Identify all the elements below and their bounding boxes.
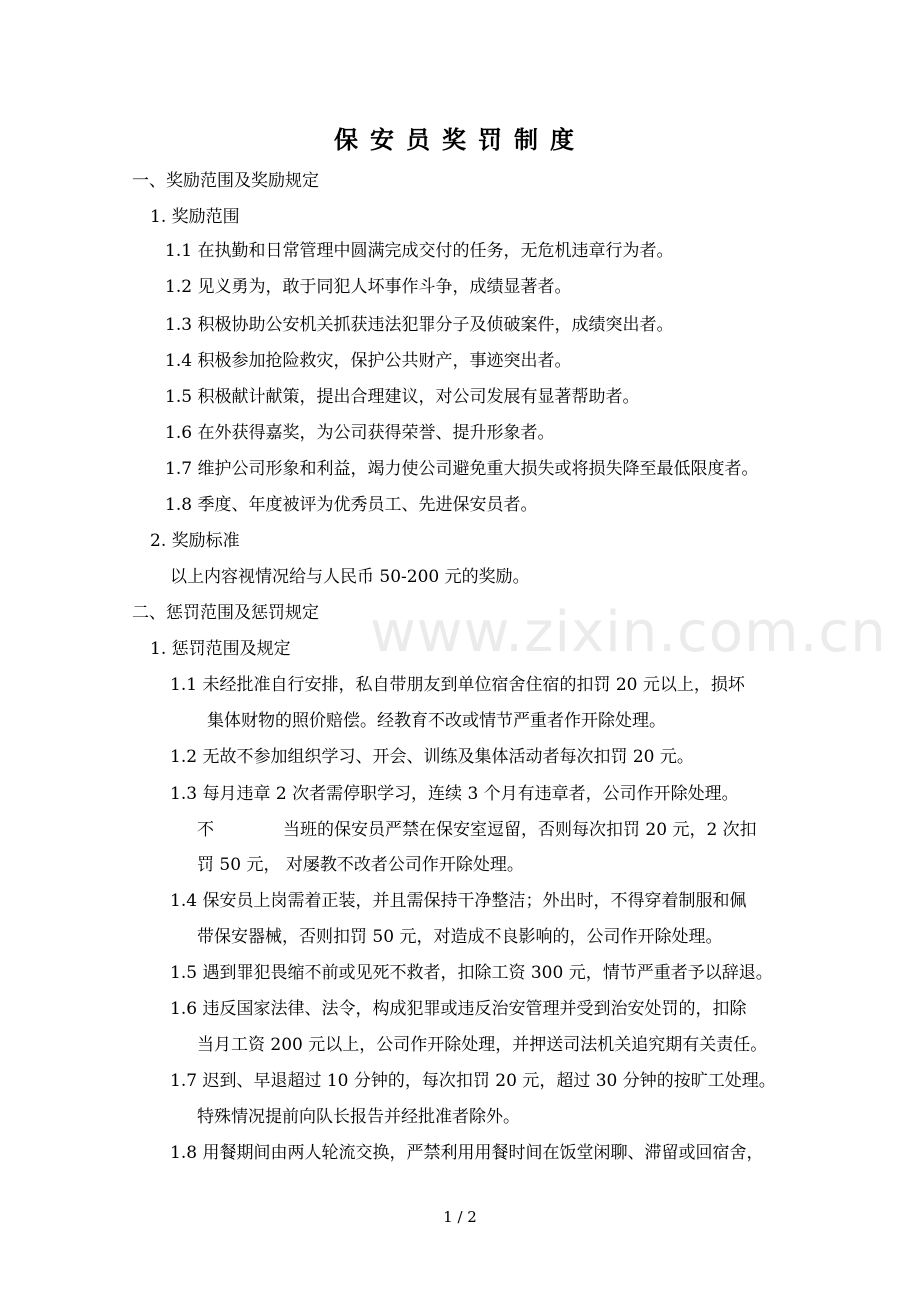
section-2-1-heading: 1. 惩罚范围及规定 [150, 639, 291, 659]
penalty-line: 1.5 遇到罪犯畏缩不前或见死不救者，扣除工资 300 元，情节严重者予以辞退。 [170, 963, 773, 983]
reward-item: 1.4 积极参加抢险救灾，保护公共财产，事迹突出者。 [165, 351, 572, 371]
reward-item: 1.3 积极协助公安机关抓获违法犯罪分子及侦破案件，成绩突出者。 [165, 315, 674, 335]
section-1-heading: 一、奖励范围及奖励规定 [132, 171, 319, 191]
penalty-line: 1.3 每月违章 2 次者需停职学习，连续 3 个月有违章者，公司作开除处理。 [170, 784, 739, 804]
penalty-line: 1.6 违反国家法律、法令，构成犯罪或违反治安管理并受到治安处罚的，扣除 [170, 999, 747, 1019]
penalty-line: 集体财物的照价赔偿。经教育不改或情节严重者作开除处理。 [207, 711, 666, 731]
penalty-line: 特殊情况提前向队长报告并经批准者除外。 [197, 1107, 520, 1127]
reward-item: 1.5 积极献计献策，提出合理建议，对公司发展有显著帮助者。 [165, 387, 640, 407]
section-2-heading: 二、惩罚范围及惩罚规定 [132, 603, 319, 623]
penalty-line: 当班的保安员严禁在保安室逗留，否则每次扣罚 20 元，2 次扣 [283, 820, 757, 840]
watermark: www.zixin.com.cn [370, 600, 887, 665]
reward-item: 1.7 维护公司形象和利益，竭力使公司避免重大损失或将损失降至最低限度者。 [165, 459, 759, 479]
penalty-line: 1.1 未经批准自行安排，私自带朋友到单位宿舍住宿的扣罚 20 元以上，损坏 [170, 675, 745, 695]
penalty-line: 罚 50 元， 对屡教不改者公司作开除处理。 [197, 855, 524, 875]
page-title: 保安员奖罚制度 [334, 125, 586, 154]
section-1-1-heading: 1. 奖励范围 [150, 207, 240, 227]
penalty-line: 当月工资 200 元以上，公司作开除处理，并押送司法机关追究期有关责任。 [197, 1035, 768, 1055]
page-number: 1 / 2 [443, 1208, 477, 1226]
penalty-line: 带保安器械，否则扣罚 50 元，对造成不良影响的，公司作开除处理。 [197, 927, 723, 947]
reward-item: 1.8 季度、年度被评为优秀员工、先进保安员者。 [165, 495, 538, 515]
reward-item: 1.6 在外获得嘉奖，为公司获得荣誉、提升形象者。 [165, 423, 555, 443]
section-1-2-heading: 2. 奖励标准 [150, 531, 240, 551]
reward-item: 1.1 在执勤和日常管理中圆满完成交付的任务，无危机违章行为者。 [165, 241, 674, 261]
reward-standard-text: 以上内容视情况给与人民币 50-200 元的奖励。 [170, 567, 530, 587]
penalty-line: 1.2 无故不参加组织学习、开会、训练及集体活动者每次扣罚 20 元。 [170, 747, 694, 767]
penalty-line: 1.8 用餐期间由两人轮流交换，严禁利用用餐时间在饭堂闲聊、滞留或回宿舍， [170, 1143, 764, 1163]
penalty-line: 不 [197, 820, 214, 840]
reward-item: 1.2 见义勇为，敢于同犯人坏事作斗争，成绩显著者。 [165, 277, 572, 297]
penalty-line: 1.4 保安员上岗需着正装，并且需保持干净整洁；外出时，不得穿着制服和佩 [170, 891, 747, 911]
penalty-line: 1.7 迟到、早退超过 10 分钟的，每次扣罚 20 元，超过 30 分钟的按旷工处理。 [170, 1071, 776, 1091]
